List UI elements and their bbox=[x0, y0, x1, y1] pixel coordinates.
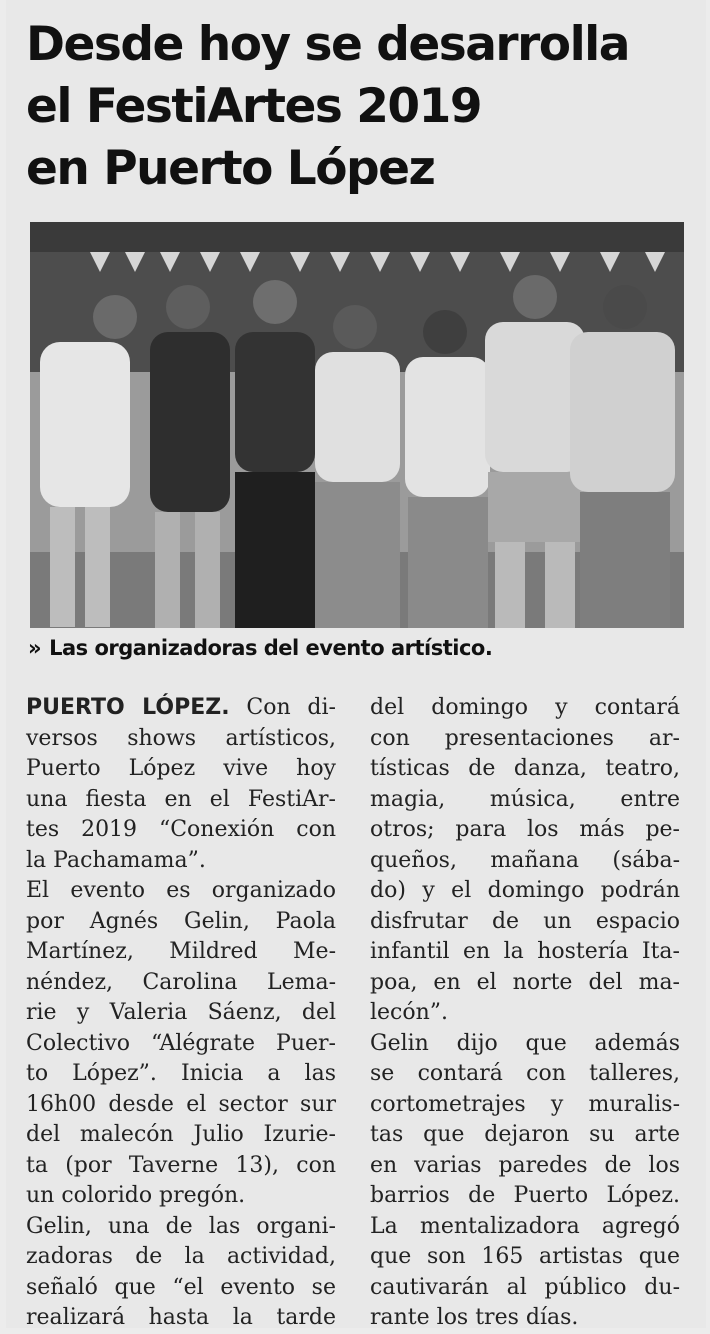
caption-text: Las organizadoras del evento artístico. bbox=[49, 636, 493, 660]
body-line: do) y el domingo podrán bbox=[370, 878, 680, 903]
dateline: PUERTO LÓPEZ. bbox=[26, 695, 230, 720]
body-line: la Pachamama”. bbox=[26, 847, 206, 873]
headline-line: en Puerto López bbox=[26, 141, 435, 196]
body-line: Puerto López vive hoy bbox=[26, 756, 336, 781]
body-line: que son 165 artistas que bbox=[370, 1244, 680, 1269]
article-body-right-column bbox=[370, 693, 680, 1334]
body-line: se contará con talleres, bbox=[370, 1061, 680, 1086]
article-headline bbox=[26, 14, 696, 200]
headline-line: el FestiArtes 2019 bbox=[26, 79, 482, 134]
body-line: ta (por Taverne 13), con bbox=[26, 1152, 336, 1178]
body-line: cortometrajes y muralis- bbox=[370, 1091, 680, 1117]
body-line: rante los tres días. bbox=[370, 1305, 579, 1330]
body-line: Gelin, una de las organi- bbox=[26, 1213, 336, 1239]
article-photo bbox=[30, 222, 684, 628]
body-line: La mentalizadora agregó bbox=[370, 1213, 680, 1239]
body-line: lecón”. bbox=[370, 1000, 449, 1025]
body-line: infantil en la hostería Ita- bbox=[370, 939, 680, 964]
body-line bbox=[26, 693, 336, 724]
body-line: un colorido pregón. bbox=[26, 1183, 246, 1208]
body-line: tísticas de danza, teatro, bbox=[370, 756, 680, 781]
body-line: magia, música, entre bbox=[370, 786, 680, 812]
group-photo-illustration bbox=[30, 222, 684, 628]
body-line: del domingo y contará bbox=[370, 695, 680, 720]
body-line: rie y Valeria Sáenz, del bbox=[26, 1000, 336, 1025]
caption-marker-icon: » bbox=[28, 636, 42, 660]
body-line: néndez, Carolina Lema- bbox=[26, 969, 336, 995]
body-line: realizará hasta la tarde bbox=[26, 1305, 336, 1330]
body-line: barrios de Puerto López. bbox=[370, 1183, 680, 1208]
body-line: Gelin dijo que además bbox=[370, 1030, 680, 1056]
body-line: El evento es organizado bbox=[26, 878, 336, 903]
body-line: por Agnés Gelin, Paola bbox=[26, 908, 336, 934]
body-line: una fiesta en el FestiAr- bbox=[26, 786, 336, 812]
headline-line: Desde hoy se desarrolla bbox=[26, 17, 630, 72]
body-line: tas que dejaron su arte bbox=[370, 1122, 680, 1147]
body-line: tes 2019 “Conexión con bbox=[26, 817, 336, 842]
body-line: en varias paredes de los bbox=[370, 1152, 680, 1178]
body-line: disfrutar de un espacio bbox=[370, 908, 680, 934]
body-line: Martínez, Mildred Me- bbox=[26, 939, 336, 964]
body-line: otros; para los más pe- bbox=[370, 817, 680, 842]
body-line: señaló que “el evento se bbox=[26, 1274, 336, 1300]
body-line: to López”. Inicia a las bbox=[26, 1061, 336, 1086]
body-line: zadoras de la actividad, bbox=[26, 1244, 336, 1269]
body-line: versos shows artísticos, bbox=[26, 725, 336, 751]
body-line: cautivarán al público du- bbox=[370, 1274, 680, 1300]
body-line: del malecón Julio Izurie- bbox=[26, 1122, 336, 1147]
body-line: 16h00 desde el sector sur bbox=[26, 1091, 336, 1117]
body-line: Colectivo “Alégrate Puer- bbox=[26, 1030, 336, 1056]
body-line: queños, mañana (sába- bbox=[370, 847, 680, 873]
body-line: poa, en el norte del ma- bbox=[370, 969, 680, 995]
body-line: con presentaciones ar- bbox=[370, 725, 680, 751]
photo-caption bbox=[28, 633, 688, 663]
article-body-left-column bbox=[26, 693, 336, 1334]
body-text: Con di- bbox=[229, 695, 336, 720]
